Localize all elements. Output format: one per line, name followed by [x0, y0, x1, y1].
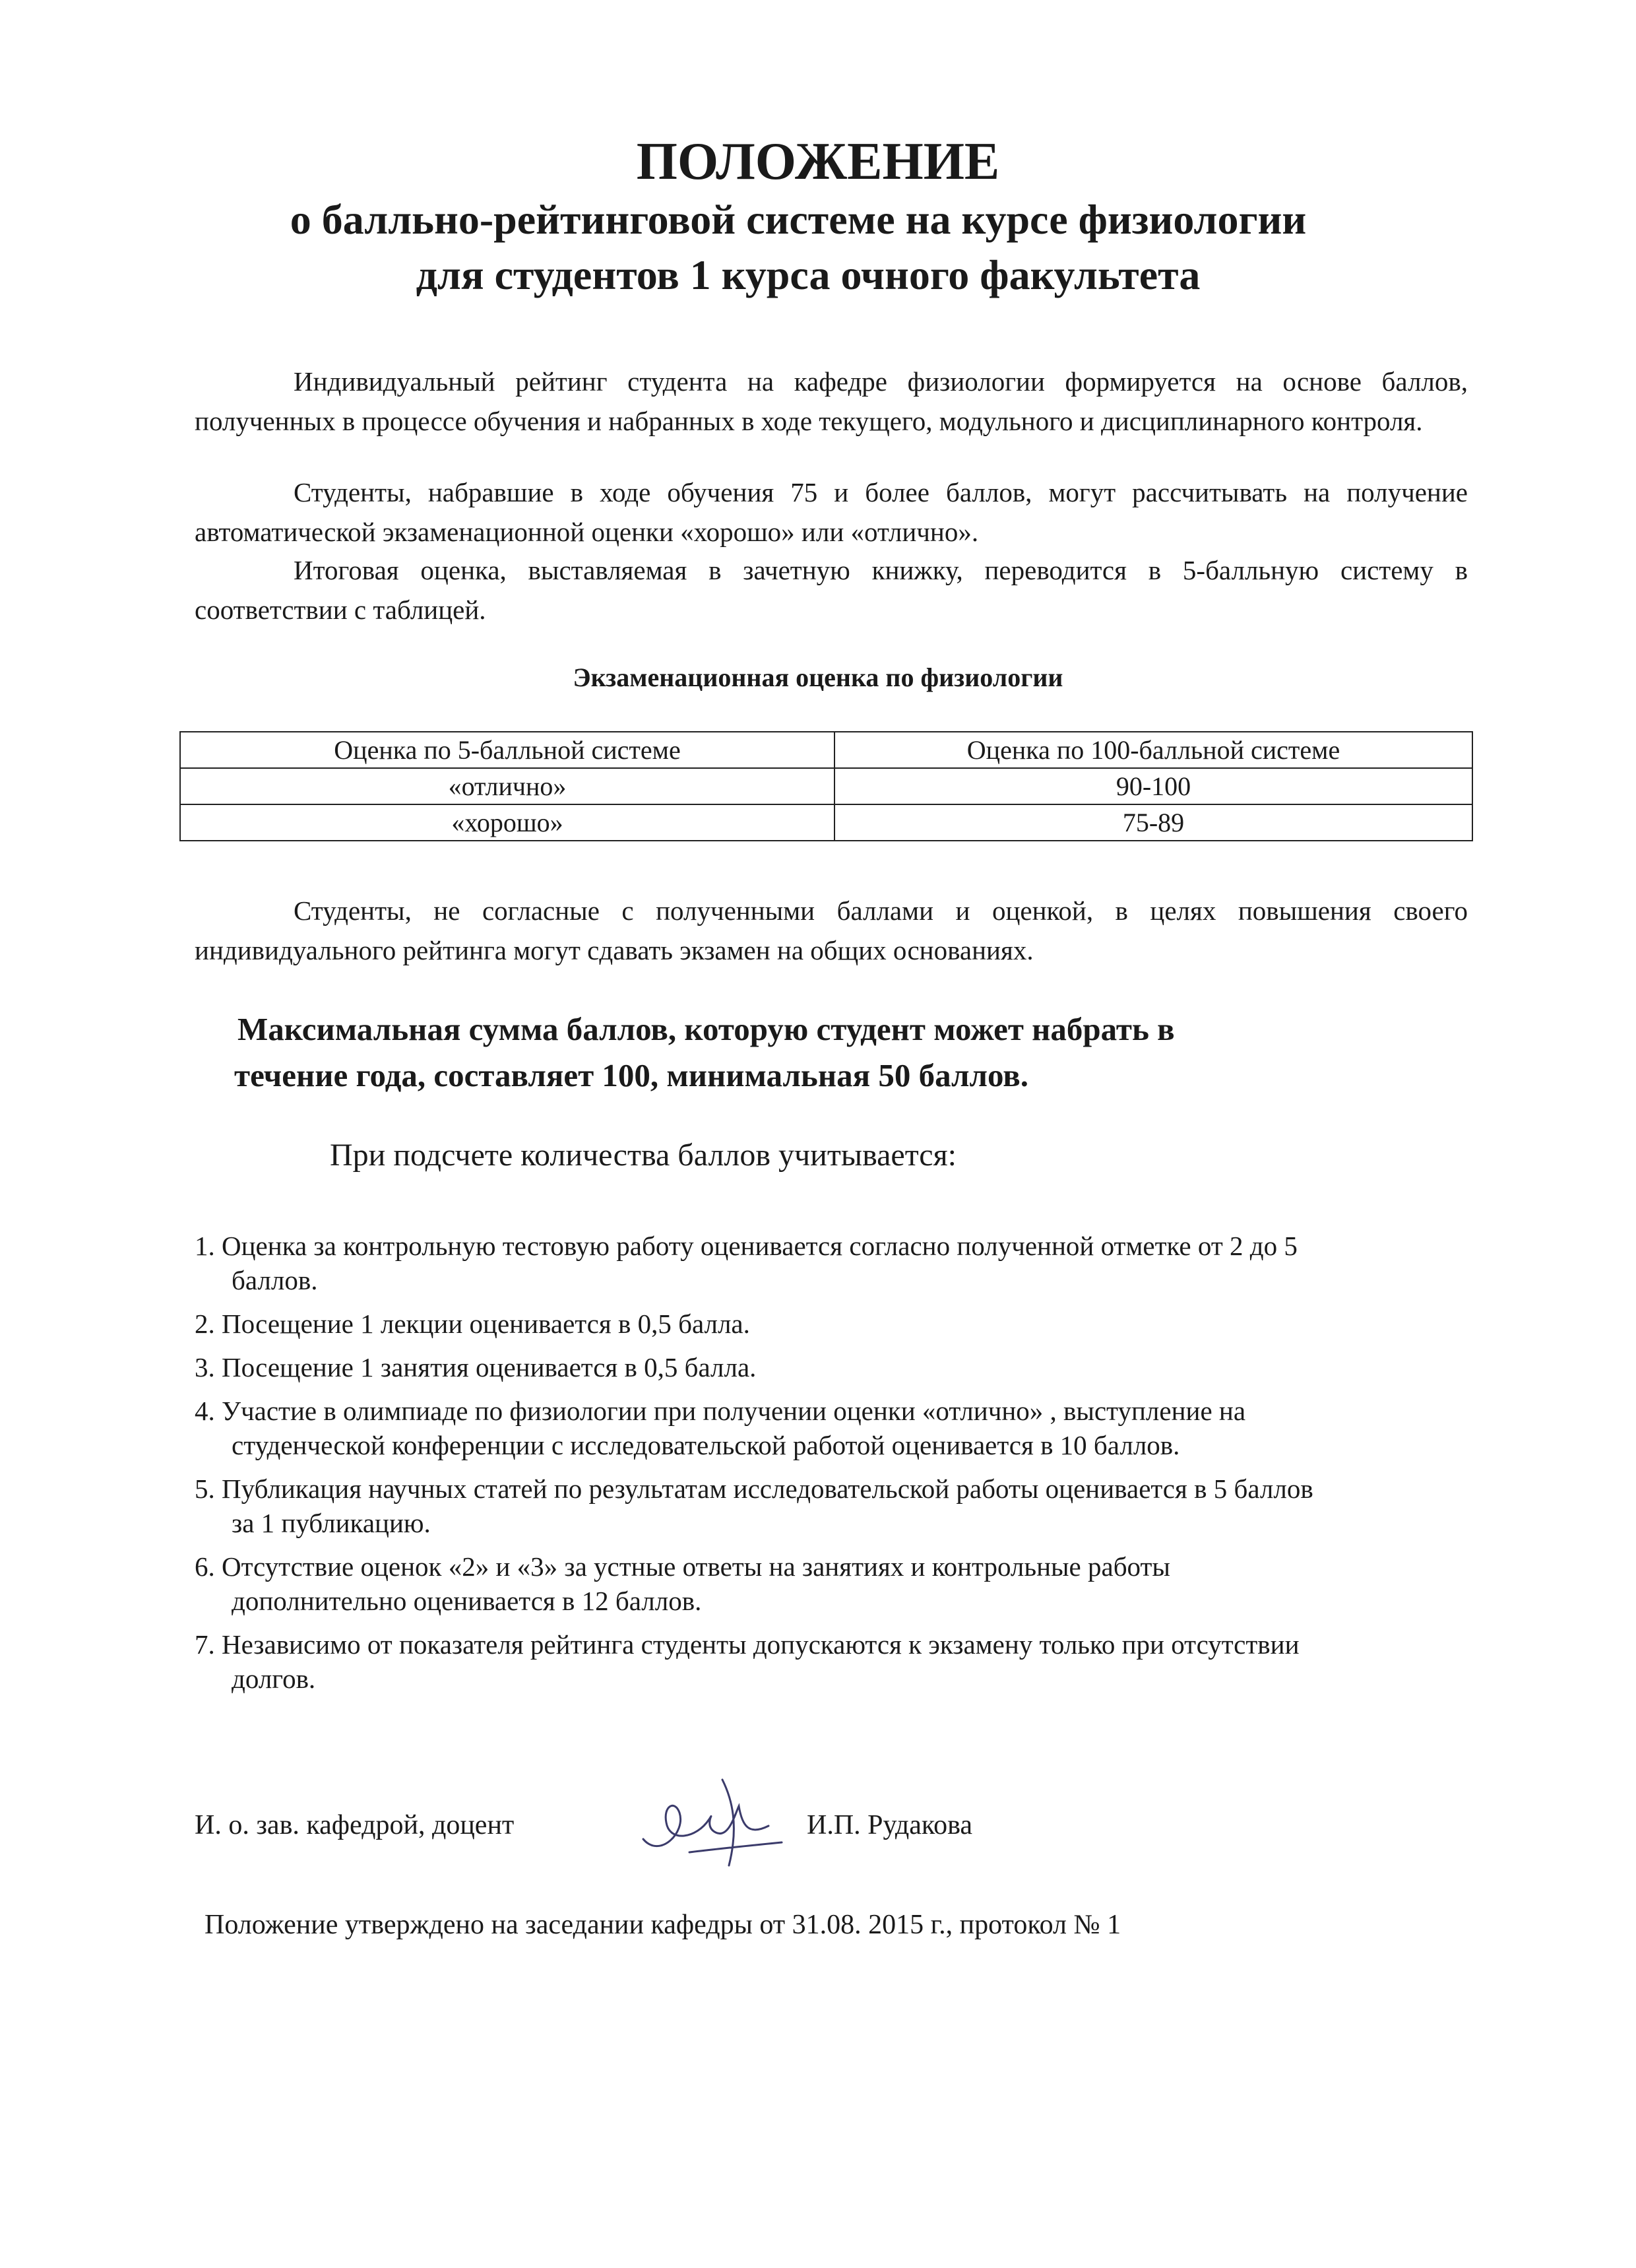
signatory-name: И.П. Рудакова: [807, 1810, 973, 1840]
intro-paragraph-rating: [195, 362, 1468, 441]
criteria-item: 6. Отсутствие оценок «2» и «3» за устные ответы на занятиях и контрольные работы дополнительно оценивается в 12 баллов.: [195, 1551, 1170, 1616]
grade-table: [179, 731, 1473, 841]
document-subtitle-line2: для студентов 1 курса очного факультета: [416, 251, 1201, 298]
criteria-item: 4. Участие в олимпиаде по физиологии при получении оценки «отлично» , выступление на студенческой конференции с исследовательской работой оценивается в 10 баллов.: [195, 1396, 1246, 1460]
signatory-role: И. о. зав. кафедрой, доцент: [195, 1810, 515, 1840]
grade-table-row: [180, 804, 1472, 841]
intro-paragraph-conversion: [195, 550, 1468, 630]
retake-note-text: Студенты, не согласные с полученными баллами и оценкой, в целях повышения своего индивидуального рейтинга могут сдавать экзамен на общих основаниях.: [195, 895, 1468, 965]
grade-table-header-row: [180, 732, 1472, 768]
criteria-heading: При подсчете количества баллов учитывается:: [330, 1138, 957, 1173]
document-subtitle-line1: о балльно-рейтинговой системе на курсе физиологии: [290, 196, 1307, 243]
signature-block: [195, 1809, 1448, 1889]
grade-table-header-5point: Оценка по 5-балльной системе: [180, 732, 834, 768]
criteria-item: 7. Независимо от показателя рейтинга студенты допускаются к экзамену только при отсутствии долгов.: [195, 1629, 1300, 1694]
intro-paragraph-auto-grade: [195, 472, 1468, 552]
intro-paragraph-conversion-text: Итоговая оценка, выставляемая в зачетную книжку, переводится в 5-балльную систему в соответствии с таблицей.: [195, 555, 1468, 625]
intro-paragraph-rating-text: Индивидуальный рейтинг студента на кафедре физиологии формируется на основе баллов, полученных в процессе обучения и набранных в ходе текущего, модульного и дисциплинарного контроля.: [195, 366, 1468, 436]
approval-note: Положение утверждено на заседании кафедры от 31.08. 2015 г., протокол № 1: [204, 1910, 1121, 1940]
document-title: ПОЛОЖЕНИЕ: [636, 133, 1000, 191]
grade-table-row: [180, 768, 1472, 804]
handwritten-signature: [623, 1760, 795, 1872]
grade-table-cell-5point: «хорошо»: [180, 804, 834, 841]
criteria-item: 3. Посещение 1 занятия оценивается в 0,5 балла.: [195, 1352, 757, 1382]
grade-table-cell-100point: 90-100: [834, 768, 1472, 804]
max-score-statement: [234, 1006, 1466, 1099]
intro-paragraph-auto-grade-text: Студенты, набравшие в ходе обучения 75 и более баллов, могут рассчитывать на получение автоматической экзаменационной оценки «хорошо» или «отлично».: [195, 477, 1468, 547]
grade-table-cell-5point: «отлично»: [180, 768, 834, 804]
grade-table-header-100point: Оценка по 100-балльной системе: [834, 732, 1472, 768]
grade-table-cell-100point: 75-89: [834, 804, 1472, 841]
criteria-list: [195, 1229, 1316, 1705]
max-score-line2: течение года, составляет 100, минимальная 50 баллов.: [234, 1057, 1028, 1093]
retake-note: [195, 891, 1468, 970]
grade-table-caption: Экзаменационная оценка по физиологии: [573, 663, 1063, 692]
criteria-item: 1. Оценка за контрольную тестовую работу оценивается согласно полученной отметке от 2 до 5 баллов.: [195, 1231, 1298, 1295]
max-score-line1: Максимальная сумма баллов, которую студент может набрать в: [237, 1011, 1175, 1047]
criteria-item: 5. Публикация научных статей по результатам исследовательской работы оценивается в 5 баллов за 1 публикацию.: [195, 1474, 1313, 1538]
criteria-item: 2. Посещение 1 лекции оценивается в 0,5 балла.: [195, 1309, 750, 1339]
